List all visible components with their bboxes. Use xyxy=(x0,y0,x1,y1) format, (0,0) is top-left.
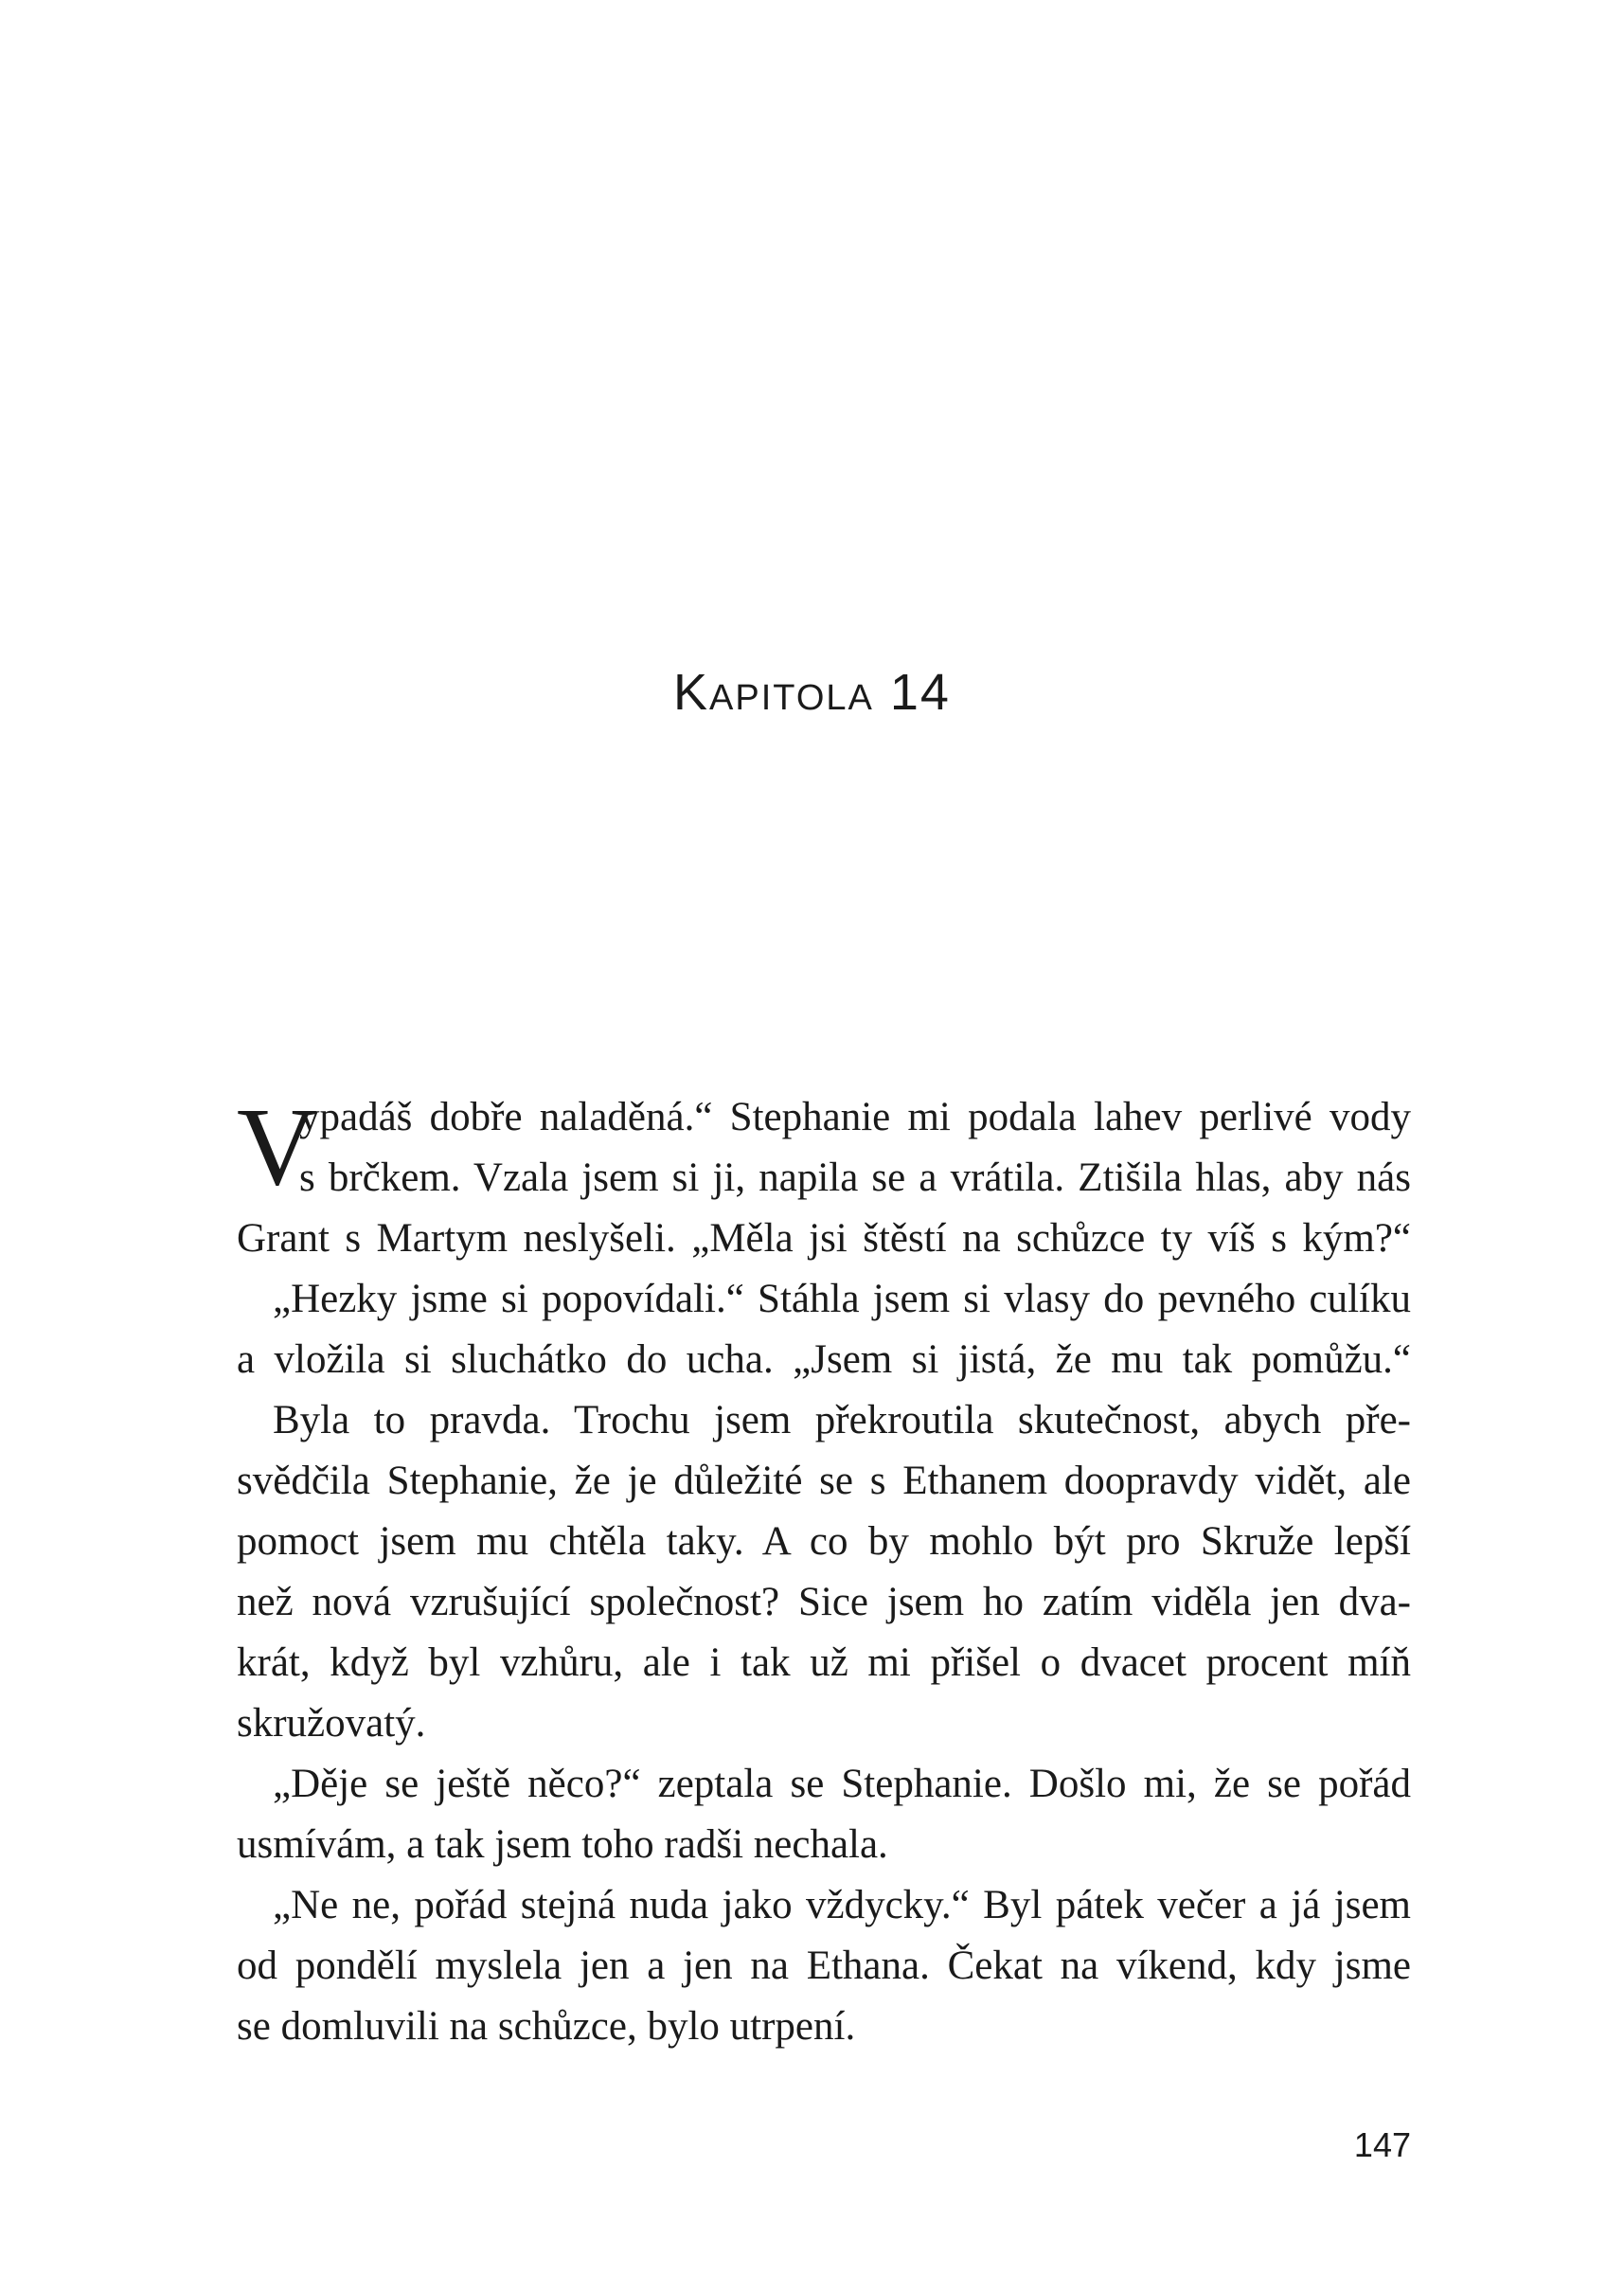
page-number: 147 xyxy=(1353,2125,1411,2164)
body-text xyxy=(237,1084,1411,2057)
text-line: krát, když byl vzhůru, ale i tak už mi přišel o dvacet procent míň xyxy=(237,1640,1411,1685)
chapter-word: Kapitola xyxy=(673,664,874,721)
text-line: ypadáš dobře naladěná.“ Stephanie mi podala lahev perlivé vody xyxy=(299,1095,1411,1139)
text-line: s brčkem. Vzala jsem si ji, napila se a vrátila. Ztišila hlas, aby nás xyxy=(299,1155,1411,1200)
text-line: pomoct jsem mu chtěla taky. A co by mohlo být pro Skruže lepší xyxy=(237,1519,1411,1564)
text-line: skružovatý. xyxy=(237,1701,426,1746)
chapter-number: 14 xyxy=(889,664,951,721)
text-line: „Děje se ještě něco?“ zeptala se Stephanie. Došlo mi, že se pořád xyxy=(273,1762,1411,1806)
text-line: svědčila Stephanie, že je důležité se s Ethanem doopravdy vidět, ale xyxy=(237,1459,1411,1503)
text-line: usmívám, a tak jsem toho radši nechala. xyxy=(237,1822,888,1867)
text-line: „Hezky jsme si popovídali.“ Stáhla jsem si vlasy do pevného culíku xyxy=(273,1277,1411,1321)
drop-cap: V xyxy=(237,1084,318,1209)
text-line: a vložila si sluchátko do ucha. „Jsem si jistá, že mu tak pomůžu.“ xyxy=(237,1337,1411,1382)
chapter-heading xyxy=(0,663,1624,722)
text-line: „Ne ne, pořád stejná nuda jako vždycky.“ Byl pátek večer a já jsem xyxy=(273,1883,1411,1927)
text-line: Grant s Martym neslyšeli. „Měla jsi štěstí na schůzce ty víš s kým?“ xyxy=(237,1216,1411,1261)
text-line: se domluvili na schůzce, bylo utrpení. xyxy=(237,2004,856,2049)
text-line: Byla to pravda. Trochu jsem překroutila skutečnost, abych pře- xyxy=(273,1398,1411,1442)
text-line: než nová vzrušující společnost? Sice jsem ho zatím viděla jen dva- xyxy=(237,1580,1411,1624)
text-line: od pondělí myslela jen a jen na Ethana. Čekat na víkend, kdy jsme xyxy=(237,1944,1411,1988)
